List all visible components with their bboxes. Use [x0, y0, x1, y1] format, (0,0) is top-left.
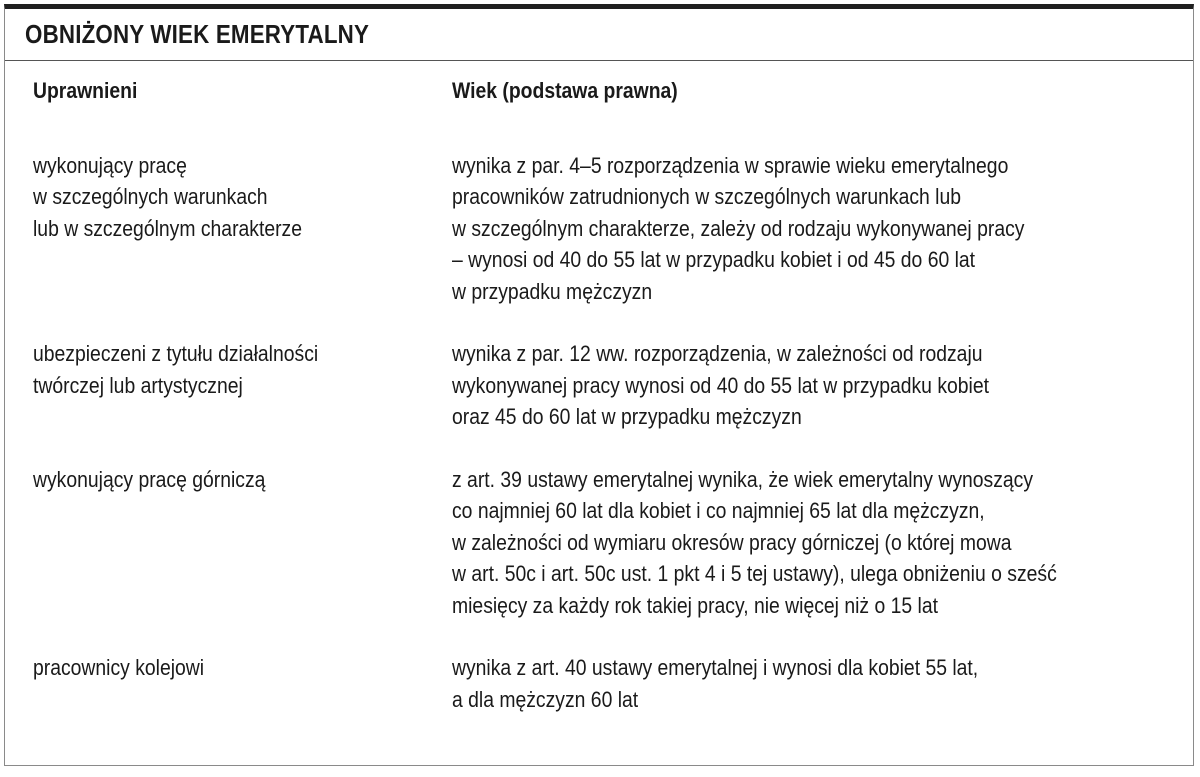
table-row: [33, 464, 1173, 622]
cell-line: wynika z par. 4–5 rozporządzenia w sprawie wieku emerytalnego: [452, 152, 1009, 178]
cell-line: lub w szczególnym charakterze: [33, 215, 303, 241]
table-header: [33, 69, 1173, 107]
cell-line: wynika z par. 12 ww. rozporządzenia, w zależności od rodzaju: [452, 341, 983, 366]
table-row: [33, 338, 1173, 433]
cell-line: w zależności od wymiaru okresów pracy górniczej (o której mowa: [452, 529, 1012, 555]
box-title: OBNIŻONY WIEK EMERYTALNY: [25, 19, 370, 49]
cell-uprawnieni: [33, 150, 452, 308]
cell-uprawnieni: [33, 338, 452, 433]
table-row: [33, 150, 1173, 308]
cell-line: w szczególnym charakterze, zależy od rodzaju wykonywanej pracy: [452, 215, 1025, 241]
cell-line: w przypadku mężczyzn: [452, 278, 653, 304]
cell-line: oraz 45 do 60 lat w przypadku mężczyzn: [452, 404, 802, 429]
cell-line: pracownicy kolejowi: [33, 655, 205, 680]
cell-wiek: [452, 652, 1173, 715]
cell-line: wynika z art. 40 ustawy emerytalnej i wynosi dla kobiet 55 lat,: [452, 655, 979, 680]
cell-uprawnieni: [33, 464, 452, 622]
cell-line: wykonywanej pracy wynosi od 40 do 55 lat w przypadku kobiet: [452, 372, 990, 398]
cell-line: twórczej lub artystycznej: [33, 372, 243, 398]
title-bar: [5, 9, 1193, 61]
cell-wiek: [452, 338, 1173, 433]
header-right-label: Wiek (podstawa prawna): [452, 78, 678, 103]
cell-line: co najmniej 60 lat dla kobiet i co najmniej 65 lat dla mężczyzn,: [452, 498, 985, 523]
retirement-age-box: [4, 4, 1194, 766]
header-left-label: Uprawnieni: [33, 78, 138, 103]
retirement-table: [33, 69, 1173, 746]
cell-line: w art. 50c i art. 50c ust. 1 pkt 4 i 5 tej ustawy), ulega obniżeniu o sześć: [452, 561, 1057, 586]
table-row: [33, 652, 1173, 715]
cell-uprawnieni: [33, 652, 452, 715]
cell-line: miesięcy za każdy rok takiej pracy, nie więcej niż o 15 lat: [452, 592, 939, 618]
cell-line: a dla mężczyzn 60 lat: [452, 686, 639, 712]
cell-wiek: [452, 464, 1173, 622]
cell-wiek: [452, 150, 1173, 308]
cell-line: wykonujący pracę górniczą: [33, 466, 266, 492]
cell-line: ubezpieczeni z tytułu działalności: [33, 341, 319, 366]
cell-line: z art. 39 ustawy emerytalnej wynika, że wiek emerytalny wynoszący: [452, 466, 1034, 492]
cell-line: w szczególnych warunkach: [33, 184, 268, 209]
header-uprawnieni: [33, 75, 452, 107]
header-wiek: [452, 75, 1173, 107]
cell-line: pracowników zatrudnionych w szczególnych warunkach lub: [452, 184, 961, 209]
cell-line: – wynosi od 40 do 55 lat w przypadku kobiet i od 45 do 60 lat: [452, 247, 976, 272]
cell-line: wykonujący pracę: [33, 152, 187, 178]
